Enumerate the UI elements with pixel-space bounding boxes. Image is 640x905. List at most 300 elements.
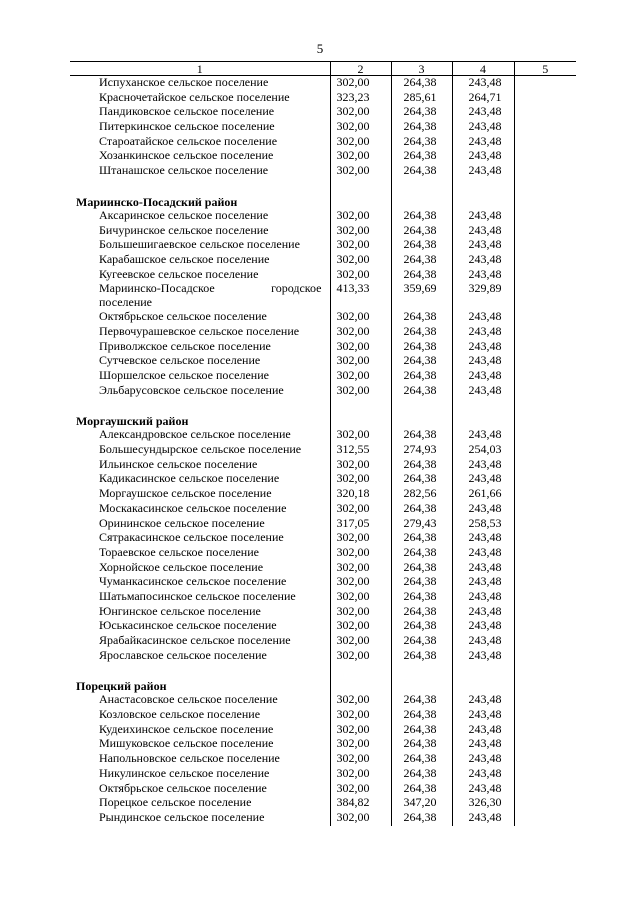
- table-row: [70, 752, 576, 767]
- table-row: [70, 164, 576, 179]
- value-col-2: 302,00: [330, 590, 391, 605]
- value-col-4: 243,48: [452, 428, 514, 443]
- value-col-2: 302,00: [330, 737, 391, 752]
- value-col-3: 264,38: [391, 752, 452, 767]
- table-row: [70, 561, 576, 576]
- table-row: [70, 224, 576, 239]
- empty-cell: [391, 412, 452, 428]
- value-col-5: [514, 325, 576, 340]
- page-number: 5: [316, 41, 324, 56]
- value-col-2: 323,23: [330, 91, 391, 106]
- value-col-5: [514, 737, 576, 752]
- tariff-table: [70, 61, 576, 826]
- table-row: [70, 149, 576, 164]
- table-row: [70, 605, 576, 620]
- value-col-3: 264,38: [391, 209, 452, 224]
- table-row: [70, 487, 576, 502]
- value-col-3: 264,38: [391, 224, 452, 239]
- value-col-4: 243,48: [452, 605, 514, 620]
- value-col-5: [514, 782, 576, 797]
- settlement-name: Шоршелское сельское поселение: [99, 368, 269, 382]
- table-row: [70, 135, 576, 150]
- empty-cell: [70, 663, 330, 677]
- empty-cell: [330, 663, 391, 677]
- value-col-3: 282,56: [391, 487, 452, 502]
- table-row: [70, 546, 576, 561]
- value-col-3: 264,38: [391, 135, 452, 150]
- settlement-name: Хорнойское сельское поселение: [99, 559, 264, 574]
- settlement-name: Юськасинское сельское поселение: [99, 618, 277, 633]
- table-row: [70, 531, 576, 546]
- value-col-5: [514, 752, 576, 767]
- value-col-3: 264,38: [391, 782, 452, 797]
- settlement-name: Староатайское сельское поселение: [99, 133, 278, 148]
- empty-cell: [330, 398, 391, 412]
- value-col-4: 243,48: [452, 384, 514, 399]
- table-row: [70, 517, 576, 532]
- value-col-3: 264,38: [391, 811, 452, 826]
- value-col-5: [514, 458, 576, 473]
- value-col-4: 243,48: [452, 546, 514, 561]
- empty-cell: [452, 412, 514, 428]
- value-col-2: 320,18: [330, 487, 391, 502]
- empty-cell: [514, 663, 576, 677]
- district-row: [70, 677, 576, 693]
- value-col-2: 302,00: [330, 811, 391, 826]
- spacer-row: [70, 663, 576, 677]
- value-col-2: 302,00: [330, 384, 391, 399]
- table-row: [70, 649, 576, 664]
- table-row: [70, 796, 576, 811]
- value-col-2: 302,00: [330, 767, 391, 782]
- value-col-5: [514, 120, 576, 135]
- value-col-5: [514, 91, 576, 106]
- empty-cell: [514, 398, 576, 412]
- value-col-5: [514, 310, 576, 325]
- value-col-4: 243,48: [452, 649, 514, 664]
- table-row: [70, 767, 576, 782]
- value-col-4: 243,48: [452, 224, 514, 239]
- value-col-2: 302,00: [330, 649, 391, 664]
- table-row: [70, 384, 576, 399]
- empty-cell: [514, 179, 576, 193]
- value-col-3: 264,38: [391, 605, 452, 620]
- value-col-4: 243,48: [452, 708, 514, 723]
- value-col-3: 264,38: [391, 693, 452, 708]
- empty-cell: [391, 179, 452, 193]
- value-col-3: 264,38: [391, 590, 452, 605]
- value-col-2: 302,00: [330, 135, 391, 150]
- settlement-name: Москакасинское сельское поселение: [99, 500, 287, 515]
- table-row: [70, 105, 576, 120]
- value-col-4: 258,53: [452, 517, 514, 532]
- value-col-5: [514, 575, 576, 590]
- empty-cell: [452, 179, 514, 193]
- value-col-5: [514, 340, 576, 355]
- settlement-name: Штанашское сельское поселение: [99, 163, 269, 178]
- spacer-row: [70, 179, 576, 193]
- value-col-2: 302,00: [330, 340, 391, 355]
- settlement-name: Козловское сельское поселение: [99, 707, 261, 722]
- value-col-3: 264,38: [391, 384, 452, 399]
- value-col-2: 302,00: [330, 693, 391, 708]
- table-row: [70, 502, 576, 517]
- value-col-3: 264,38: [391, 737, 452, 752]
- table-row: [70, 590, 576, 605]
- value-col-3: 264,38: [391, 502, 452, 517]
- settlement-name: Ярабайкасинское сельское поселение: [99, 633, 291, 647]
- table-row: [70, 76, 576, 91]
- value-col-2: 302,00: [330, 369, 391, 384]
- table-row: [70, 340, 576, 355]
- value-col-4: 243,48: [452, 693, 514, 708]
- value-col-4: 243,48: [452, 782, 514, 797]
- value-col-2: 302,00: [330, 502, 391, 517]
- value-col-2: 302,00: [330, 458, 391, 473]
- value-col-5: [514, 76, 576, 91]
- empty-cell: [452, 193, 514, 209]
- value-col-4: 243,48: [452, 767, 514, 782]
- value-col-5: [514, 224, 576, 239]
- value-col-3: 264,38: [391, 76, 452, 91]
- value-col-4: 243,48: [452, 340, 514, 355]
- empty-cell: [391, 193, 452, 209]
- value-col-2: 302,00: [330, 268, 391, 283]
- value-col-5: [514, 282, 576, 310]
- settlement-name: Тораевское сельское поселение: [99, 544, 259, 559]
- table-row: [70, 120, 576, 135]
- value-col-2: 302,00: [330, 561, 391, 576]
- value-col-3: 359,69: [391, 282, 452, 310]
- value-col-4: 243,48: [452, 737, 514, 752]
- value-col-4: 243,48: [452, 253, 514, 268]
- district-row: [70, 412, 576, 428]
- value-col-5: [514, 546, 576, 561]
- value-col-4: 243,48: [452, 149, 514, 164]
- value-col-2: 302,00: [330, 619, 391, 634]
- settlement-name: Мишуковское сельское поселение: [99, 736, 274, 751]
- value-col-5: [514, 708, 576, 723]
- value-col-4: 261,66: [452, 487, 514, 502]
- district-row: [70, 193, 576, 209]
- settlement-name: Большесундырское сельское поселение: [99, 442, 302, 457]
- value-col-3: 347,20: [391, 796, 452, 811]
- district-name: Моргаушский район: [76, 414, 189, 429]
- value-col-5: [514, 517, 576, 532]
- settlement-name: Чуманкасинское сельское поселение: [99, 574, 287, 589]
- value-col-5: [514, 693, 576, 708]
- value-col-5: [514, 209, 576, 224]
- settlement-name: Эльбарусовское сельское поселение: [99, 382, 284, 397]
- table-row: [70, 369, 576, 384]
- settlement-name: Октябрьское сельское поселение: [99, 780, 267, 795]
- value-col-3: 264,38: [391, 531, 452, 546]
- value-col-3: 264,38: [391, 369, 452, 384]
- value-col-2: 302,00: [330, 149, 391, 164]
- settlement-name: Большешигаевское сельское поселение: [99, 237, 300, 252]
- table-row: [70, 325, 576, 340]
- value-col-4: 243,48: [452, 76, 514, 91]
- settlement-name: Кудеихинское сельское поселение: [99, 721, 274, 736]
- table-row: [70, 282, 576, 310]
- value-col-4: 243,48: [452, 531, 514, 546]
- empty-cell: [391, 663, 452, 677]
- district-name: Мариинско-Посадский район: [76, 194, 238, 209]
- value-col-3: 264,38: [391, 340, 452, 355]
- settlement-name: Сутчевское сельское поселение: [99, 353, 261, 368]
- settlement-name: Сятракасинское сельское поселение: [99, 530, 284, 545]
- value-col-4: 243,48: [452, 164, 514, 179]
- settlement-name: Карабашское сельское поселение: [99, 251, 270, 266]
- empty-cell: [391, 398, 452, 412]
- settlement-name: Ярославское сельское поселение: [99, 647, 267, 662]
- empty-cell: [514, 677, 576, 693]
- settlement-name: Красночетайское сельское поселение: [99, 89, 290, 104]
- value-col-3: 274,93: [391, 443, 452, 458]
- value-col-4: 243,48: [452, 354, 514, 369]
- value-col-5: [514, 796, 576, 811]
- value-col-3: 264,38: [391, 708, 452, 723]
- value-col-5: [514, 443, 576, 458]
- value-col-3: 264,38: [391, 619, 452, 634]
- value-col-5: [514, 428, 576, 443]
- value-col-4: 243,48: [452, 723, 514, 738]
- table-row: [70, 209, 576, 224]
- value-col-2: 312,55: [330, 443, 391, 458]
- column-header-4: 4: [452, 62, 514, 76]
- empty-cell: [70, 398, 330, 412]
- settlement-name: Юнгинское сельское поселение: [99, 603, 261, 618]
- value-col-2: 302,00: [330, 605, 391, 620]
- value-col-4: 243,48: [452, 752, 514, 767]
- value-col-3: 264,38: [391, 238, 452, 253]
- value-col-5: [514, 164, 576, 179]
- value-col-4: 243,48: [452, 310, 514, 325]
- table-row: [70, 472, 576, 487]
- empty-cell: [330, 677, 391, 693]
- settlement-name: Пандиковское сельское поселение: [99, 104, 275, 119]
- value-col-2: 302,00: [330, 752, 391, 767]
- value-col-4: 243,48: [452, 458, 514, 473]
- table-row: [70, 310, 576, 325]
- column-header-2: 2: [330, 62, 391, 76]
- value-col-2: 302,00: [330, 531, 391, 546]
- settlement-name: Ильинское сельское поселение: [99, 456, 258, 471]
- empty-cell: [514, 412, 576, 428]
- value-col-5: [514, 649, 576, 664]
- value-col-3: 285,61: [391, 91, 452, 106]
- settlement-name: Александровское сельское поселение: [99, 427, 291, 442]
- value-col-5: [514, 149, 576, 164]
- settlement-name: Хозанкинское сельское поселение: [99, 148, 274, 163]
- value-col-3: 264,38: [391, 561, 452, 576]
- value-col-2: 302,00: [330, 723, 391, 738]
- value-col-4: 329,89: [452, 282, 514, 310]
- value-col-4: 243,48: [452, 369, 514, 384]
- value-col-4: 326,30: [452, 796, 514, 811]
- table-row: [70, 708, 576, 723]
- value-col-2: 302,00: [330, 354, 391, 369]
- value-col-3: 264,38: [391, 268, 452, 283]
- value-col-2: 302,00: [330, 782, 391, 797]
- value-col-2: 302,00: [330, 238, 391, 253]
- value-col-5: [514, 472, 576, 487]
- empty-cell: [330, 412, 391, 428]
- value-col-2: 317,05: [330, 517, 391, 532]
- settlement-name: Испуханское сельское поселение: [99, 75, 269, 89]
- empty-cell: [514, 193, 576, 209]
- value-col-5: [514, 135, 576, 150]
- settlement-name: Приволжское сельское поселение: [99, 338, 271, 353]
- table-row: [70, 428, 576, 443]
- value-col-3: 264,38: [391, 546, 452, 561]
- table-row: [70, 443, 576, 458]
- district-name: Порецкий район: [76, 679, 167, 694]
- value-col-2: 302,00: [330, 164, 391, 179]
- table-row: [70, 811, 576, 826]
- value-col-4: 243,48: [452, 590, 514, 605]
- value-col-2: 302,00: [330, 76, 391, 91]
- value-col-4: 243,48: [452, 575, 514, 590]
- settlement-name: Порецкое сельское поселение: [99, 795, 252, 810]
- value-col-4: 243,48: [452, 238, 514, 253]
- value-col-5: [514, 354, 576, 369]
- settlement-name: Кадикасинское сельское поселение: [99, 471, 280, 486]
- empty-cell: [330, 179, 391, 193]
- value-col-5: [514, 384, 576, 399]
- value-col-5: [514, 531, 576, 546]
- value-col-5: [514, 268, 576, 283]
- value-col-2: 302,00: [330, 253, 391, 268]
- column-header-3: 3: [391, 62, 452, 76]
- table-row: [70, 693, 576, 708]
- value-col-3: 264,38: [391, 649, 452, 664]
- value-col-5: [514, 502, 576, 517]
- value-col-5: [514, 487, 576, 502]
- value-col-2: 302,00: [330, 310, 391, 325]
- table-row: [70, 575, 576, 590]
- value-col-3: 264,38: [391, 149, 452, 164]
- value-col-2: 302,00: [330, 575, 391, 590]
- table-row: [70, 253, 576, 268]
- settlement-name: Мариинско-Посадское городское поселение: [99, 281, 322, 309]
- value-col-5: [514, 605, 576, 620]
- value-col-4: 243,48: [452, 561, 514, 576]
- settlement-name: Октябрьское сельское поселение: [99, 309, 267, 324]
- settlement-name: Первочурашевское сельское поселение: [99, 323, 300, 338]
- value-col-3: 279,43: [391, 517, 452, 532]
- value-col-5: [514, 723, 576, 738]
- spacer-row: [70, 398, 576, 412]
- table-row: [70, 737, 576, 752]
- column-header-1: 1: [70, 62, 330, 76]
- settlement-name: Кугеевское сельское поселение: [99, 266, 259, 281]
- empty-cell: [452, 663, 514, 677]
- empty-cell: [452, 677, 514, 693]
- value-col-2: 302,00: [330, 325, 391, 340]
- settlement-name: Бичуринское сельское поселение: [99, 222, 269, 237]
- value-col-3: 264,38: [391, 310, 452, 325]
- value-col-4: 243,48: [452, 268, 514, 283]
- value-col-5: [514, 634, 576, 649]
- value-col-4: 243,48: [452, 209, 514, 224]
- value-col-2: 302,00: [330, 546, 391, 561]
- value-col-5: [514, 590, 576, 605]
- value-col-3: 264,38: [391, 428, 452, 443]
- value-col-4: 243,48: [452, 105, 514, 120]
- value-col-3: 264,38: [391, 354, 452, 369]
- value-col-3: 264,38: [391, 105, 452, 120]
- value-col-2: 302,00: [330, 120, 391, 135]
- table-row: [70, 354, 576, 369]
- empty-cell: [452, 398, 514, 412]
- settlement-name: Аксаринское сельское поселение: [99, 207, 269, 222]
- table-row: [70, 238, 576, 253]
- value-col-3: 264,38: [391, 120, 452, 135]
- value-col-3: 264,38: [391, 472, 452, 487]
- settlement-name: Рындинское сельское поселение: [99, 809, 265, 824]
- table-row: [70, 458, 576, 473]
- table-row: [70, 723, 576, 738]
- settlement-name: Шатьмапосинское сельское поселение: [99, 588, 296, 603]
- value-col-5: [514, 811, 576, 826]
- value-col-2: 384,82: [330, 796, 391, 811]
- table-header-row: [70, 62, 576, 76]
- table-row: [70, 268, 576, 283]
- table-row: [70, 782, 576, 797]
- value-col-5: [514, 253, 576, 268]
- column-header-5: 5: [514, 62, 576, 76]
- settlement-name: Напольновское сельское поселение: [99, 751, 280, 766]
- value-col-2: 302,00: [330, 209, 391, 224]
- value-col-3: 264,38: [391, 164, 452, 179]
- empty-cell: [70, 179, 330, 193]
- settlement-name: Моргаушское сельское поселение: [99, 486, 272, 501]
- value-col-5: [514, 105, 576, 120]
- table-row: [70, 91, 576, 106]
- value-col-4: 243,48: [452, 135, 514, 150]
- value-col-4: 243,48: [452, 811, 514, 826]
- value-col-5: [514, 561, 576, 576]
- settlement-name: Анастасовское сельское поселение: [99, 692, 278, 707]
- value-col-2: 302,00: [330, 708, 391, 723]
- value-col-4: 243,48: [452, 472, 514, 487]
- value-col-5: [514, 619, 576, 634]
- value-col-3: 264,38: [391, 723, 452, 738]
- value-col-3: 264,38: [391, 458, 452, 473]
- value-col-5: [514, 767, 576, 782]
- value-col-3: 264,38: [391, 575, 452, 590]
- value-col-4: 243,48: [452, 120, 514, 135]
- value-col-4: 264,71: [452, 91, 514, 106]
- value-col-4: 243,48: [452, 502, 514, 517]
- value-col-5: [514, 238, 576, 253]
- value-col-5: [514, 369, 576, 384]
- settlement-name: Питеркинское сельское поселение: [99, 119, 275, 134]
- value-col-4: 254,03: [452, 443, 514, 458]
- value-col-2: 302,00: [330, 105, 391, 120]
- table-row: [70, 619, 576, 634]
- value-col-2: 302,00: [330, 224, 391, 239]
- empty-cell: [391, 677, 452, 693]
- value-col-2: 302,00: [330, 634, 391, 649]
- value-col-3: 264,38: [391, 325, 452, 340]
- value-col-4: 243,48: [452, 325, 514, 340]
- value-col-3: 264,38: [391, 253, 452, 268]
- empty-cell: [330, 193, 391, 209]
- settlement-name: Орининское сельское поселение: [99, 515, 265, 530]
- value-col-2: 302,00: [330, 428, 391, 443]
